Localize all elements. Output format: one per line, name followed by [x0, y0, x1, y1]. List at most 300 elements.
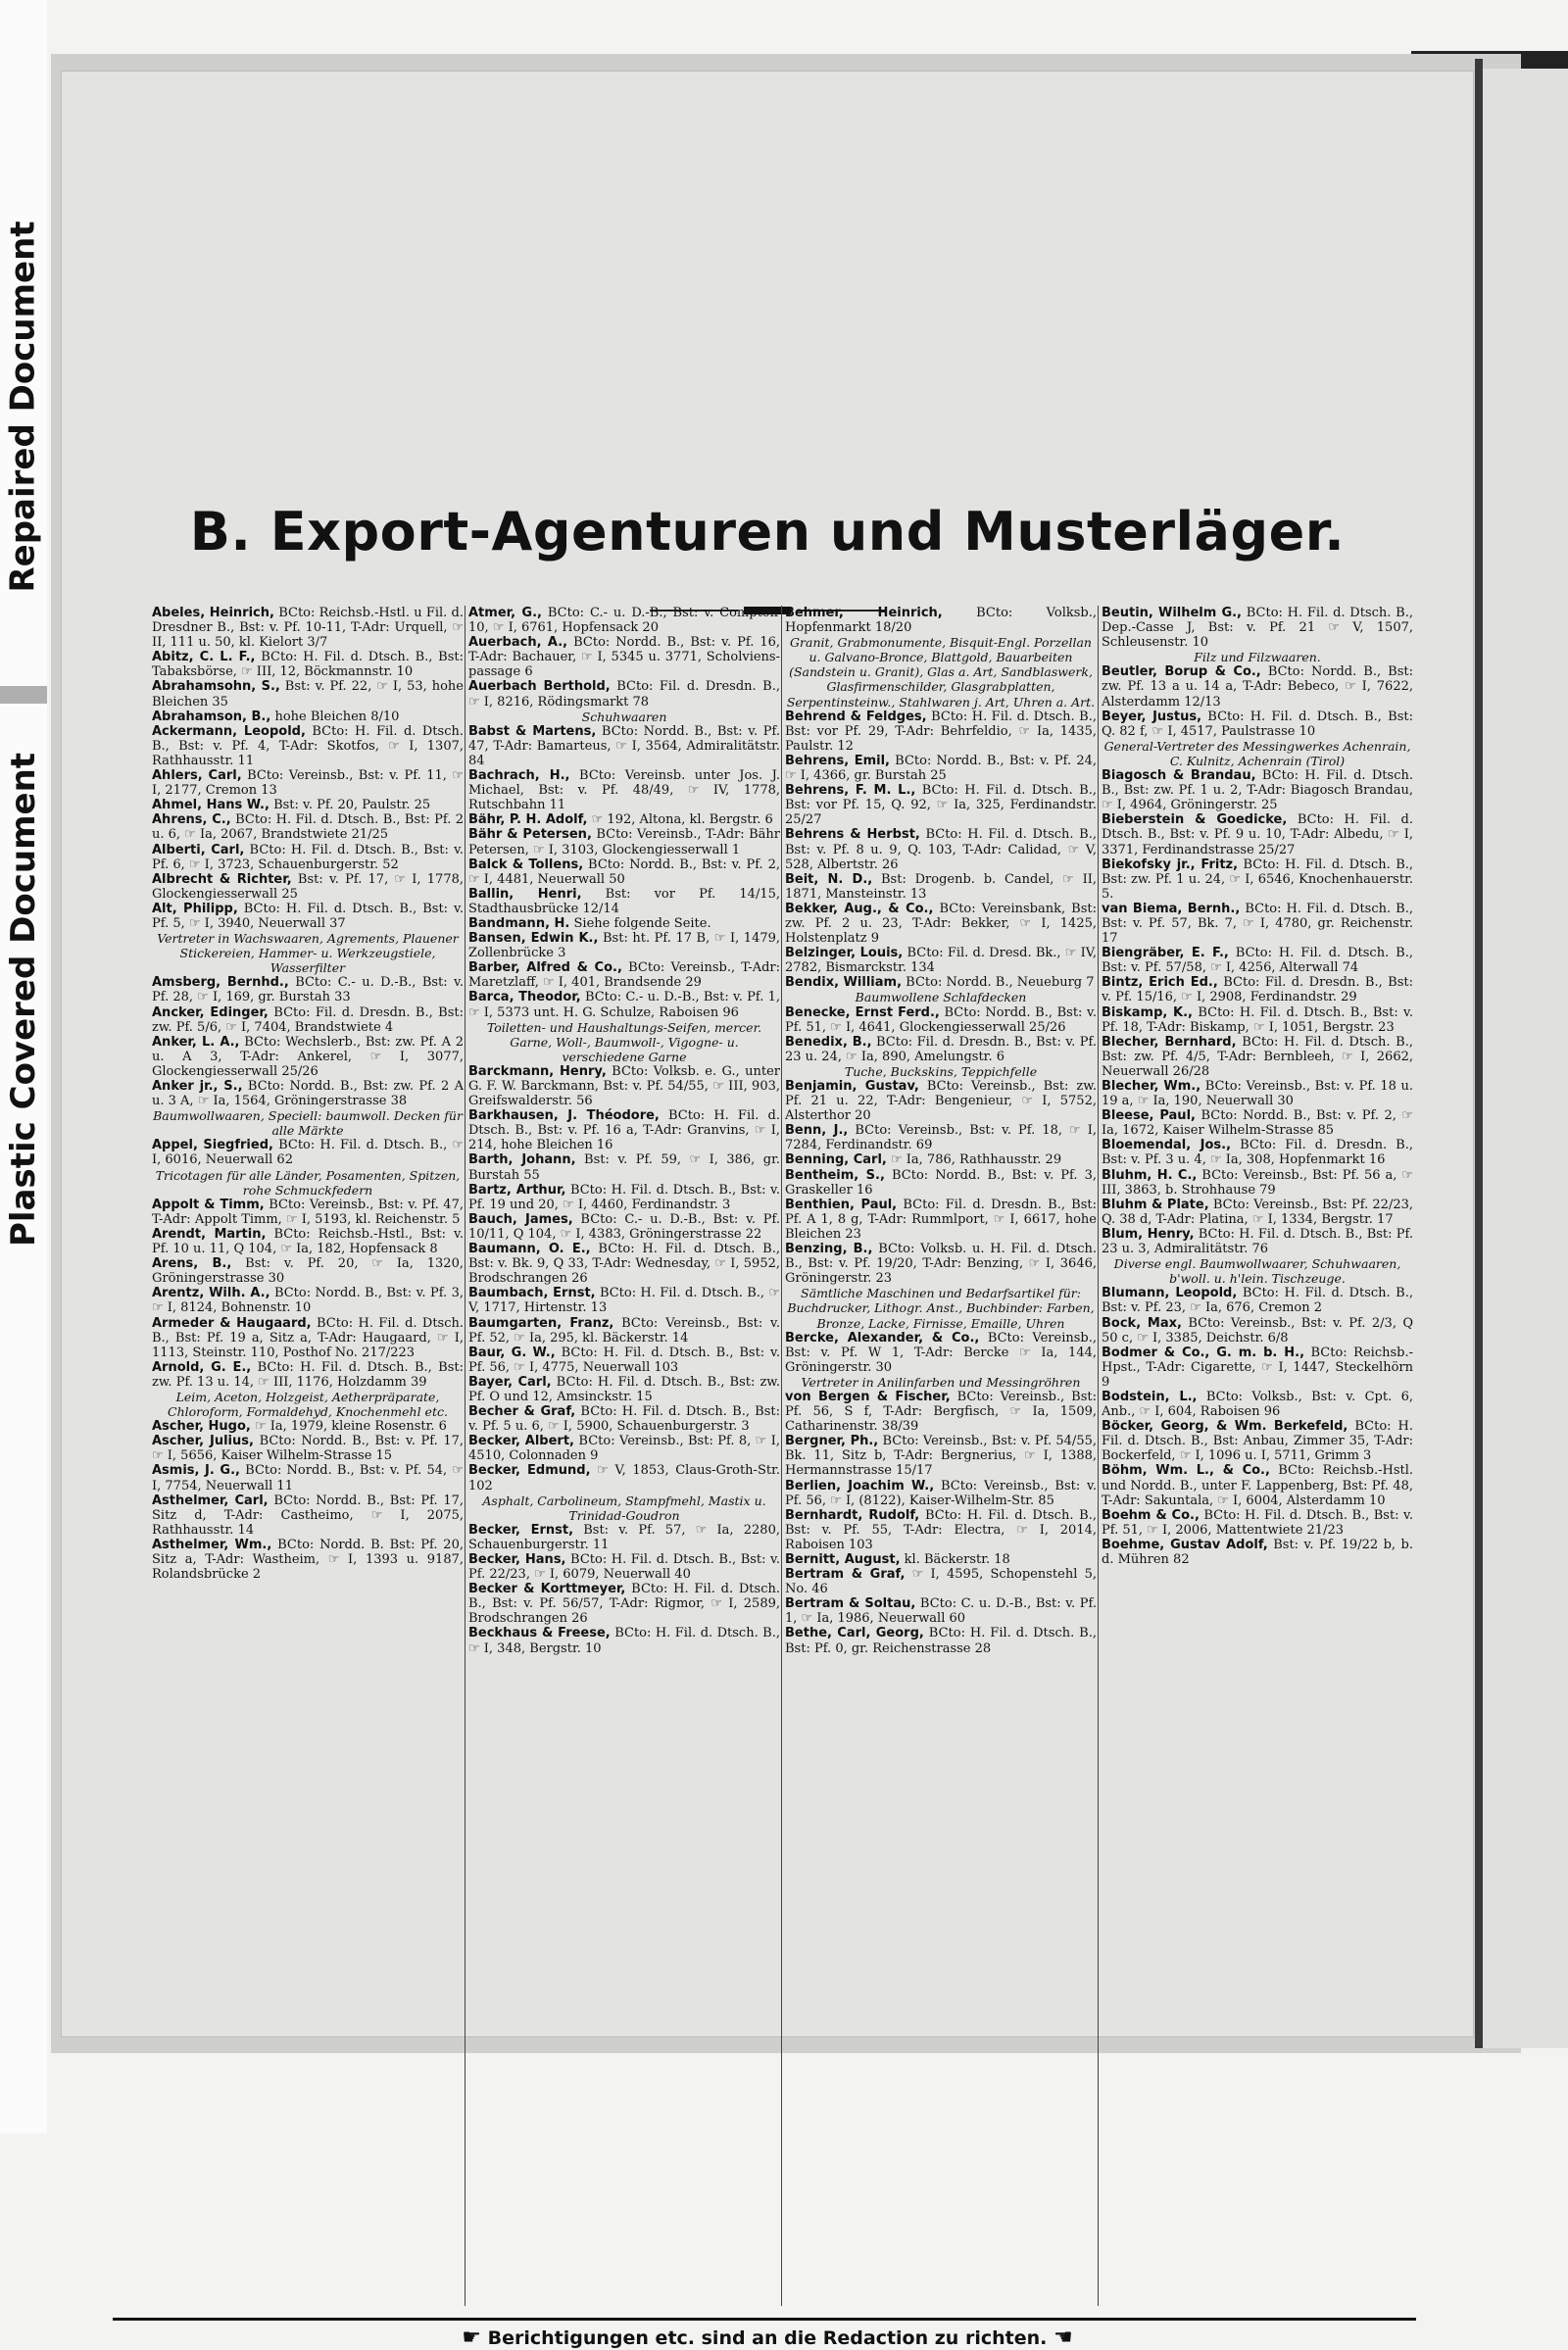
entry-details: BCto: H. Fil. d. Dtsch. B., Bst: v. Pf. 57/58, ☞ I, 4256, Alterwall 74	[1102, 946, 1413, 976]
entry-details: ☞ 192, Altona, kl. Bergstr. 6	[591, 812, 773, 828]
entry-details: BCto: H. Fil. d. Dtsch. B., Bst: Pf. 2 u. 6, ☞ Ia, 2067, Brandstwiete 21/25	[152, 812, 464, 843]
directory-entry	[152, 975, 464, 1004]
entry-name: Biengräber, E. F.,	[1102, 946, 1229, 961]
directory-entry	[785, 1168, 1097, 1198]
footer-note-text: Berichtigungen etc. sind an die Redaction zu richten.	[487, 2327, 1048, 2349]
directory-entry	[468, 916, 780, 931]
entry-name: Behrend & Feldges,	[785, 709, 927, 724]
directory-entry	[152, 768, 464, 798]
directory-entry	[1102, 1168, 1413, 1198]
directory-column-4	[1102, 606, 1413, 2311]
entry-name: Asthelmer, Carl,	[152, 1493, 269, 1508]
directory-entry	[468, 857, 780, 887]
directory-entry	[785, 754, 1097, 783]
entry-name: Beit, N. D.,	[785, 871, 873, 887]
directory-column-2	[468, 606, 780, 2311]
directory-entry	[152, 1227, 464, 1256]
directory-entry	[152, 1316, 464, 1360]
directory-entry	[1102, 1005, 1413, 1035]
entry-name: Arens, B.,	[152, 1256, 232, 1272]
entry-name: Bähr & Petersen,	[468, 827, 592, 843]
directory-column-3	[785, 606, 1097, 2311]
directory-entry	[1102, 606, 1413, 664]
entry-name: Baumgarten, Franz,	[468, 1315, 614, 1331]
entry-name: Barckmann, Henry,	[468, 1063, 607, 1079]
directory-entry	[1102, 1286, 1413, 1315]
entry-details: hohe Bleichen 8/10	[274, 709, 400, 724]
entry-details: BCto: Vereinsb., T-Adr: Bähr Petersen, ☞ I, 3103, Glockengiesserwall 1	[468, 827, 780, 857]
entry-details: BCto: Nordd. B., Neueburg 7	[906, 975, 1095, 991]
entry-product-note: Tricotagen für alle Länder, Posamenten, Spitzen, rohe Schmuckfedern	[155, 1167, 461, 1198]
entry-details: BCto: H. Fil. d. Dtsch. B., Bst: zw. Pf. 13 u. 14, ☞ III, 1176, Holzdamm 39	[152, 1359, 464, 1390]
entry-name: Behrens & Herbst,	[785, 827, 920, 843]
entry-details: ☞ Ia, 786, Rathhausstr. 29	[890, 1152, 1062, 1168]
entry-details: BCto: Fil. d. Dresdn. B., Bst: v. Pf. 23 u. 24, ☞ Ia, 890, Amelungstr. 6	[785, 1034, 1097, 1064]
entry-name: Ascher, Julius,	[152, 1434, 254, 1449]
entry-name: Becher & Graf,	[468, 1404, 576, 1420]
entry-product-note: Filz und Filzwaaren.	[1194, 650, 1321, 665]
entry-details: Bst: ht. Pf. 17 B, ☞ I, 1479, Zollenbrücke 3	[468, 931, 780, 961]
column-rule	[1098, 606, 1099, 2306]
entry-details: BCto: H. Fil. d. Dtsch. B., ☞ V, 1717, Hirtenstr. 13	[468, 1286, 780, 1316]
directory-entry	[468, 724, 780, 768]
directory-entry	[785, 975, 1097, 1004]
entry-name: Albrecht & Richter,	[152, 871, 292, 887]
directory-entry	[152, 1198, 464, 1227]
entry-details: BCto: H. Fil. d. Dtsch. B., Dep.-Casse J, Bst: v. Pf. 21 ☞ V, 1507, Schleusenstr. 10	[1102, 606, 1413, 651]
entry-details: BCto: H. Fil. d. Dtsch. B., Bst: v. Pf. 55, T-Adr: Electra, ☞ I, 2014, Raboisen 103	[785, 1507, 1097, 1552]
entry-name: Bernhardt, Rudolf,	[785, 1507, 920, 1523]
entry-name: Behrens, Emil,	[785, 753, 890, 768]
entry-details: BCto: H. Fil. d. Dtsch. B., Bst: v. Pf. 57, Bk. 7, ☞ I, 4780, gr. Reichenstr. 17	[1102, 901, 1413, 947]
directory-entry	[785, 710, 1097, 754]
directory-entry	[1102, 1227, 1413, 1286]
footer-note	[62, 2326, 1473, 2350]
entry-details: BCto: Vereinsbank, Bst: zw. Pf. 2 u. 23, T-Adr: Bekker, ☞ I, 1425, Holstenplatz 9	[785, 901, 1097, 947]
directory-entry	[785, 783, 1097, 827]
entry-name: Arentz, Wilh. A.,	[152, 1286, 270, 1301]
entry-name: Bintz, Erich Ed.,	[1102, 975, 1218, 991]
entry-details: BCto: H. Fil. d. Dtsch. B., Bst: zw. Pf. 4/5, T-Adr: Bernbleeh, ☞ I, 2662, Neuerwall 26/28	[1102, 1034, 1413, 1079]
directory-entry	[1102, 1138, 1413, 1167]
entry-details: BCto: Nordd. B. Bst: Pf. 20, Sitz a, T-Adr: Wastheim, ☞ I, 1393 u. 9187, Rolandsbrücke 2	[152, 1537, 464, 1583]
directory-entry	[785, 1123, 1097, 1152]
entry-name: Boehm & Co.,	[1102, 1507, 1200, 1523]
entry-details: BCto: H. Fil. d. Dtsch. B., Bst: zw. Pf. 1 u. 2, T-Adr: Biagosch Brandau, ☞ I, 4964, Gröningerstr. 25	[1102, 768, 1413, 813]
entry-name: Biagosch & Brandau,	[1102, 768, 1256, 784]
entry-details: BCto: H. Fil. d. Dtsch. B., Bst: v. Pf. 9 u. 10, T-Adr: Albedu, ☞ I, 3371, Ferdinandstrasse 25/27	[1102, 812, 1413, 857]
entry-product-note: Schuhwaaren	[581, 709, 667, 724]
entry-details: ☞ I, 4595, Schopenstehl 5, No. 46	[785, 1567, 1097, 1597]
entry-name: Baumbach, Ernst,	[468, 1286, 596, 1301]
entry-details: BCto: H. Fil. d. Dtsch. B., Bst: Pf. 23 u. 3, Admiralitätstr. 76	[1102, 1226, 1413, 1257]
entry-name: Beyer, Justus,	[1102, 709, 1202, 724]
entry-name: Amsberg, Bernhd.,	[152, 975, 289, 991]
entry-details: BCto: Nordd. B., Bst: v. Pf. 3, ☞ I, 8124, Bohnenstr. 10	[152, 1286, 464, 1316]
directory-entry	[1102, 664, 1413, 709]
entry-product-note: Vertreter in Wachswaaren, Agrements, Plauener Stickereien, Hammer- u. Werkzeugstiele, Wasserfilter	[157, 931, 459, 976]
entry-name: Benzing, B.,	[785, 1242, 873, 1257]
entry-name: Alt, Philipp,	[152, 901, 238, 916]
entry-product-note: Sämtliche Maschinen und Bedarfsartikel für: Buchdrucker, Lithogr. Anst., Buchbinder: Farben, Bronze, Lacke, Firnisse, Emaille, Uhren	[787, 1286, 1095, 1331]
entry-details: BCto: Vereinsb., Bst: Pf. 56, S f, T-Adr: Bergfisch, ☞ Ia, 1509, Catharinenstr. 38/39	[785, 1389, 1097, 1435]
entry-details: BCto: H. Fil. d. Dtsch. B., Bst: Tabaksbörse, ☞ III, 12, Böckmannstr. 10	[152, 650, 464, 680]
directory-entry	[785, 1035, 1097, 1079]
directory-entry	[1102, 768, 1413, 812]
directory-entry	[468, 1183, 780, 1212]
entry-details: BCto: C.- u. D.-B., Bst: v. Pf. 28, ☞ I, 169, gr. Burstah 33	[152, 975, 464, 1005]
entry-details: BCto: Fil. d. Dresdn. B., ☞ I, 8216, Rödingsmarkt 78	[468, 679, 780, 710]
entry-name: Barth, Johann,	[468, 1152, 576, 1168]
directory-entry	[152, 872, 464, 902]
directory-entry	[468, 1286, 780, 1315]
entry-name: Bock, Max,	[1102, 1315, 1182, 1331]
directory-entry	[785, 1005, 1097, 1035]
entry-details: BCto: Nordd. B., Bst: v. Pf. 54, ☞ I, 7754, Neuerwall 11	[152, 1463, 464, 1493]
directory-entry	[152, 902, 464, 975]
entry-name: Behrens, F. M. L.,	[785, 783, 916, 799]
directory-entry	[468, 635, 780, 679]
entry-name: Biskamp, K.,	[1102, 1004, 1193, 1020]
entry-details: BCto: H. Fil. d. Dtsch. B., Bst: v. Pf. 51, ☞ I, 2006, Mattentwiete 21/23	[1102, 1507, 1413, 1538]
entry-details: BCto: Nordd. B., Bst: v. Pf. 51, ☞ I, 4641, Glockengiesserwall 25/26	[785, 1004, 1097, 1035]
side-label-plastic	[0, 725, 47, 1274]
directory-entry	[468, 1552, 780, 1582]
entry-details: BCto: Vereinsb., T-Adr: Maretzlaff, ☞ I, 401, Brandsende 29	[468, 960, 780, 991]
entry-name: Benedix, B.,	[785, 1034, 872, 1050]
directory-entry	[468, 827, 780, 857]
entry-name: Bernitt, August,	[785, 1552, 901, 1567]
directory-entry	[152, 1035, 464, 1079]
entry-name: Barkhausen, J. Théodore,	[468, 1108, 660, 1124]
entry-name: Asthelmer, Wm.,	[152, 1537, 272, 1552]
entry-name: Bloemendal, Jos.,	[1102, 1138, 1232, 1153]
directory-columns	[152, 606, 1449, 2316]
directory-entry	[152, 724, 464, 768]
entry-name: van Biema, Bernh.,	[1102, 901, 1241, 916]
page-right-edge	[1475, 59, 1483, 2048]
entry-details: BCto: Nordd. B., Bst: v. Pf. 24, ☞ I, 4366, gr. Burstah 25	[785, 753, 1097, 784]
entry-name: Abeles, Heinrich,	[152, 606, 274, 620]
entry-details: Bst: v. Pf. 19/22 b, b. d. Mühren 82	[1102, 1537, 1413, 1567]
entry-name: Ackermann, Leopold,	[152, 723, 306, 739]
entry-details: BCto: Vereinsb., Bst: v. Pf. 54/55, Bk. 11, Sitz b, T-Adr: Bergnerius, ☞ I, 1388, Hermannstrasse 15/17	[785, 1434, 1097, 1479]
directory-entry	[785, 1079, 1097, 1123]
directory-entry	[1102, 1346, 1413, 1390]
entry-product-note: General-Vertreter des Messingwerkes Achenrain, C. Kulnitz, Achenrain (Tirol)	[1103, 738, 1411, 768]
directory-entry	[785, 606, 1097, 710]
entry-name: Bertram & Soltau,	[785, 1596, 916, 1612]
entry-product-note: Baumwollene Schlafdecken	[855, 990, 1027, 1005]
directory-entry	[152, 1079, 464, 1138]
entry-details: BCto: Nordd. B., Bst: v. Pf. 47, T-Adr: Bamarteus, ☞ I, 3564, Admiralitätstr. 84	[468, 723, 780, 768]
pointing-hand-right-icon: ☚	[1053, 2326, 1073, 2350]
side-label-plastic-text: Plastic Covered Document	[4, 752, 44, 1248]
directory-entry	[1102, 902, 1413, 946]
entry-details: BCto: H. Fil. d. Dtsch. B., Bst: Q. 82 f, ☞ I, 4517, Paulstrasse 10	[1102, 709, 1413, 739]
side-label-repaired	[0, 147, 47, 666]
entry-details: BCto: Reichsb.-Hpst., T-Adr: Cigarette, ☞ I, 1447, Steckelhörn 9	[1102, 1345, 1413, 1390]
directory-entry	[1102, 946, 1413, 975]
entry-name: Böhm, Wm. L., & Co.,	[1102, 1463, 1270, 1479]
directory-entry	[152, 1463, 464, 1493]
entry-name: Armeder & Haugaard,	[152, 1315, 312, 1331]
directory-entry	[152, 606, 464, 650]
entry-details: BCto: Vereinsb., Bst: v. Pf. 47, T-Adr: Appolt Timm, ☞ I, 5193, kl. Reichenstr. 5	[152, 1197, 464, 1227]
entry-details: BCto: Volksb. u. H. Fil. d. Dtsch. B., Bst: v. Pf. 19/20, T-Adr: Benzing, ☞ I, 3646, Gröningerstr. 23	[785, 1242, 1097, 1287]
directory-entry	[468, 960, 780, 990]
entry-details: BCto: Nordd. B., Bst: v. Pf. 2, ☞ Ia, 1672, Kaiser Wilhelm-Strasse 85	[1102, 1108, 1413, 1139]
entry-name: Bleese, Paul,	[1102, 1108, 1196, 1124]
entry-details: BCto: H. Fil. d. Dtsch. B., Bst: v. Pf. 5 u. 6, ☞ I, 5900, Schauenburgerstr. 3	[468, 1404, 780, 1435]
directory-entry	[1102, 710, 1413, 768]
directory-entry	[785, 1242, 1097, 1331]
entry-name: Alberti, Carl,	[152, 842, 245, 857]
entry-details: BCto: Reichsb.-Hstl. und Nordd. B., unter F. Lappenberg, Bst: Pf. 48, T-Adr: Sakuntala, ☞ I, 6004, Alsterdamm 10	[1102, 1463, 1413, 1508]
entry-name: Behmer, Heinrich,	[785, 606, 943, 620]
entry-name: Beckhaus & Freese,	[468, 1626, 611, 1641]
entry-product-note: Baumwollwaaren, Speciell: baumwoll. Decken für alle Märkte	[153, 1108, 463, 1139]
entry-details: BCto: Vereinsb., Bst: v. Pf. 2/3, Q 50 c, ☞ I, 3385, Deichstr. 6/8	[1102, 1315, 1413, 1346]
directory-entry	[1102, 1198, 1413, 1227]
page-title: B. Export-Agenturen und Musterläger.	[189, 501, 1346, 563]
entry-name: Bandmann, H.	[468, 915, 570, 931]
entry-details: Bst: vor Pf. 14/15, Stadthausbrücke 12/14	[468, 886, 780, 916]
directory-entry	[152, 679, 464, 709]
directory-entry	[1102, 1035, 1413, 1079]
directory-entry	[152, 1419, 464, 1434]
directory-entry	[468, 1523, 780, 1552]
entry-details: BCto: H. Fil. d. Dtsch. B., Bst: v. Pf. 8 u. 9, Q. 103, T-Adr: Calidad, ☞ V, 528, Albertstr. 26	[785, 827, 1097, 872]
entry-details: BCto: Vereinsb., Bst: v. Pf. 56, ☞ I, (8122), Kaiser-Wilhelm-Str. 85	[785, 1478, 1097, 1508]
entry-name: Blum, Henry,	[1102, 1226, 1195, 1242]
entry-name: Bercke, Alexander, & Co.,	[785, 1330, 980, 1346]
directory-entry	[468, 1404, 780, 1434]
entry-name: Arendt, Martin,	[152, 1226, 267, 1242]
entry-name: Ahlers, Carl,	[152, 768, 242, 784]
entry-product-note: Vertreter in Anilinfarben und Messingröhren	[801, 1374, 1081, 1390]
entry-details: BCto: Vereinsb., Bst: Pf. 22/23, Q. 38 d, T-Adr: Platina, ☞ I, 1334, Bergstr. 17	[1102, 1197, 1413, 1227]
entry-details: BCto: C.- u. D.-B., Bst: v. Pf. 10/11, Q 104, ☞ I, 4383, Gröningerstrasse 22	[468, 1211, 780, 1242]
directory-entry	[785, 1331, 1097, 1390]
directory-entry	[152, 1286, 464, 1315]
entry-details: BCto: H. Fil. d. Dtsch. B., ☞ I, 6016, Neuerwall 62	[152, 1138, 464, 1168]
entry-name: Bertram & Graf,	[785, 1567, 906, 1583]
directory-entry	[1102, 857, 1413, 902]
entry-details: BCto: H. Fil. d. Dtsch. B., ☞ I, 348, Bergstr. 10	[468, 1626, 780, 1656]
entry-details: BCto: H. Fil. d. Dtsch. B., Bst: v. Pf. 18, T-Adr: Biskamp, ☞ I, 1051, Bergstr. 23	[1102, 1004, 1413, 1035]
directory-entry	[785, 827, 1097, 871]
directory-entry	[152, 812, 464, 842]
directory-entry	[152, 650, 464, 679]
entry-name: Becker, Albert,	[468, 1434, 574, 1449]
directory-entry	[468, 768, 780, 812]
directory-entry	[468, 1316, 780, 1346]
directory-entry	[468, 1463, 780, 1522]
entry-details: BCto: H. Fil. d. Dtsch. B., Bst: Anbau, Zimmer 35, T-Adr: Bockerfeld, ☞ I, 1096 u. I, 5711, Grimm 3	[1102, 1419, 1413, 1464]
directory-entry	[1102, 1108, 1413, 1138]
entry-details: BCto: Nordd. B., Bst: v. Pf. 3, Graskeller 16	[785, 1167, 1097, 1198]
directory-entry	[468, 1582, 780, 1626]
entry-details: BCto: Vereinsb., Bst: v. Pf. 18, ☞ I, 7284, Ferdinandstr. 69	[785, 1123, 1097, 1153]
entry-name: Bethe, Carl, Georg,	[785, 1626, 924, 1641]
directory-entry	[785, 1434, 1097, 1478]
entry-name: Biekofsky jr., Fritz,	[1102, 857, 1239, 872]
entry-name: Bluhm, H. C.,	[1102, 1167, 1198, 1183]
entry-name: Belzinger, Louis,	[785, 946, 904, 961]
column-rule	[465, 606, 466, 2306]
directory-entry	[468, 1626, 780, 1655]
entry-name: Bergner, Ph.,	[785, 1434, 879, 1449]
directory-entry	[785, 872, 1097, 902]
directory-entry	[468, 1346, 780, 1375]
entry-name: Böcker, Georg, & Wm. Berkefeld,	[1102, 1419, 1348, 1435]
directory-entry	[785, 902, 1097, 946]
directory-entry	[785, 1152, 1097, 1167]
entry-name: Bachrach, H.,	[468, 768, 570, 784]
entry-details: BCto: Vereinsb., Bst: v. Pf. 18 u. 19 a, ☞ Ia, 190, Neuerwall 30	[1102, 1079, 1413, 1109]
entry-details: BCto: H. Fil. d. Dtsch. B., Bst: vor Pf. 15, Q. 92, ☞ Ia, 325, Ferdinandstr. 25/27	[785, 783, 1097, 828]
directory-entry	[785, 946, 1097, 975]
entry-details: BCto: Vereinsb. unter Jos. J. Michael, Bst: v. Pf. 48/49, ☞ IV, 1778, Rutschbahn 11	[468, 768, 780, 813]
directory-entry	[785, 1198, 1097, 1242]
entry-details: BCto: Fil. d. Dresdn. B., Bst: v. Pf. 15/16, ☞ I, 2908, Ferdinandstr. 29	[1102, 975, 1413, 1005]
entry-details: kl. Bäckerstr. 18	[904, 1552, 1010, 1567]
entry-details: BCto: Fil. d. Dresd. Bk., ☞ IV, 2782, Bismarckstr. 134	[785, 946, 1097, 976]
entry-name: von Bergen & Fischer,	[785, 1389, 951, 1404]
directory-entry	[1102, 1316, 1413, 1346]
directory-entry	[152, 1256, 464, 1286]
entry-name: Appel, Siegfried,	[152, 1138, 273, 1153]
directory-entry	[1102, 1508, 1413, 1538]
directory-entry	[152, 1434, 464, 1463]
entry-details: BCto: Nordd. B., Bst: Pf. 17, Sitz d, T-Adr: Castheimo, ☞ I, 2075, Rathhausstr. 14	[152, 1493, 464, 1538]
entry-name: Abrahamson, B.,	[152, 709, 271, 724]
entry-details: BCto: Nordd. B., Bst: v. Pf. 2, ☞ I, 4481, Neuerwall 50	[468, 857, 780, 887]
document-page	[61, 71, 1474, 2350]
directory-entry	[152, 798, 464, 812]
entry-name: Arnold, G. E.,	[152, 1359, 252, 1375]
directory-column-1	[152, 606, 464, 2311]
directory-entry	[152, 1005, 464, 1035]
entry-product-note: Diverse engl. Baumwollwaarer, Schuhwaaren, b'woll. u. h'lein. Tischzeuge.	[1113, 1256, 1401, 1287]
entry-details: BCto: Volksb., Bst: v. Cpt. 6, Anb., ☞ I, 604, Raboisen 96	[1102, 1389, 1413, 1420]
entry-details: BCto: C.- u. D.-B., Bst: v. Comptoir 10, ☞ I, 6761, Hopfensack 20	[468, 606, 780, 636]
entry-name: Benjamin, Gustav,	[785, 1079, 919, 1094]
directory-entry	[152, 1138, 464, 1197]
entry-details: ☞ Ia, 1979, kleine Rosenstr. 6	[255, 1419, 447, 1435]
entry-name: Ancker, Edinger,	[152, 1004, 269, 1020]
entry-name: Abitz, C. L. F.,	[152, 650, 256, 665]
directory-entry	[152, 1493, 464, 1538]
entry-name: Abrahamsohn, S.,	[152, 679, 280, 695]
entry-name: Ballin, Henri,	[468, 886, 582, 902]
entry-details: Bst: v. Pf. 20, Paulstr. 25	[273, 798, 431, 813]
entry-name: Bluhm & Plate,	[1102, 1197, 1209, 1212]
directory-entry	[1102, 975, 1413, 1004]
entry-details: BCto: Reichsb.-Hstl. u Fil. d. Dresdner B., Bst: v. Pf. 10-11, T-Adr: Urquell, ☞ II, 111 u. 50, kl. Kielort 3/7	[152, 606, 464, 651]
entry-details: BCto: Vereinsb., Bst: zw. Pf. 21 u. 22, T-Adr: Bengenieur, ☞ I, 5752, Alsterthor 20	[785, 1079, 1097, 1124]
entry-name: Barca, Theodor,	[468, 990, 581, 1005]
directory-entry	[468, 1375, 780, 1404]
directory-entry	[785, 1596, 1097, 1626]
entry-name: Bendix, William,	[785, 975, 903, 991]
entry-name: Benthien, Paul,	[785, 1197, 898, 1212]
directory-entry	[1102, 1390, 1413, 1419]
entry-details: BCto: C. u. D.-B., Bst: v. Pf. 1, ☞ Ia, 1986, Neuerwall 60	[785, 1596, 1097, 1627]
entry-name: Benn, J.,	[785, 1123, 849, 1139]
entry-name: Benecke, Ernst Ferd.,	[785, 1004, 940, 1020]
entry-name: Becker, Hans,	[468, 1552, 566, 1567]
entry-name: Bansen, Edwin K.,	[468, 931, 599, 947]
side-label-repaired-text: Repaired Document	[4, 220, 44, 593]
entry-details: BCto: H. Fil. d. Dtsch. B., Bst: v. Pf. 6, ☞ I, 3723, Schauenburgerstr. 52	[152, 842, 464, 872]
entry-details: BCto: H. Fil. d. Dtsch. B., Bst: v. Bk. 9, Q 33, T-Adr: Wednesday, ☞ I, 5952, Brodschrangen 26	[468, 1242, 780, 1287]
directory-entry	[468, 679, 780, 723]
entry-details: BCto: H. Fil. d. Dtsch. B., Bst: Pf. 0, gr. Reichenstrasse 28	[785, 1626, 1097, 1656]
entry-details: Siehe folgende Seite.	[573, 915, 711, 931]
entry-details: BCto: Vereinsb., Bst: Pf. 8, ☞ I, 4510, Colonnaden 9	[468, 1434, 780, 1464]
entry-product-note: Tuche, Buckskins, Teppichfelle	[844, 1063, 1038, 1079]
directory-entry	[785, 1552, 1097, 1567]
directory-entry	[468, 931, 780, 960]
directory-entry	[468, 1152, 780, 1182]
entry-details: Bst: v. Pf. 57, ☞ Ia, 2280, Schauenburgerstr. 11	[468, 1522, 780, 1552]
directory-entry	[152, 1360, 464, 1419]
entry-name: Becker & Korttmeyer,	[468, 1582, 626, 1597]
entry-details: BCto: Nordd. B., Bst: zw. Pf. 2 A u. 3 A, ☞ Ia, 1564, Gröningerstrasse 38	[152, 1079, 464, 1109]
directory-entry	[152, 710, 464, 724]
entry-name: Bentheim, S.,	[785, 1167, 885, 1183]
directory-entry	[1102, 1419, 1413, 1463]
entry-name: Atmer, G.,	[468, 606, 542, 620]
column-rule	[781, 606, 782, 2306]
entry-name: Appolt & Timm,	[152, 1197, 265, 1212]
entry-name: Anker jr., S.,	[152, 1079, 243, 1094]
entry-name: Bieberstein & Goedicke,	[1102, 812, 1288, 828]
entry-details: BCto: Volksb. e. G., unter G. F. W. Barckmann, Bst: v. Pf. 54/55, ☞ III, 903, Greifswalderstr. 56	[468, 1063, 780, 1109]
entry-product-note: Asphalt, Carbolineum, Stampfmehl, Mastix u. Trinidad-Goudron	[482, 1493, 766, 1523]
entry-product-note: Toiletten- und Haushaltungs-Seifen, mercer. Garne, Woll-, Baumwoll-, Vigogne- u. verschiedene Garne	[486, 1019, 762, 1064]
entry-details: BCto: Fil. d. Dresdn. B., Bst: zw. Pf. 5/6, ☞ I, 7404, Brandstwiete 4	[152, 1004, 464, 1035]
entry-details: BCto: Fil. d. Dresdn. B., Bst: Pf. A 1, 8 g, T-Adr: Rummlport, ☞ I, 6617, hohe Bleichen 23	[785, 1197, 1097, 1242]
directory-entry	[468, 1434, 780, 1463]
entry-details: BCto: H. Fil. d. Dtsch. B., Bst: vor Pf. 29, T-Adr: Behrfeldio, ☞ Ia, 1435, Paulstr. 12	[785, 709, 1097, 754]
entry-details: BCto: H. Fil. d. Dtsch. B., Bst: zw. Pf. 1 u. 24, ☞ I, 6546, Knochenhauerstr. 5.	[1102, 857, 1413, 902]
entry-product-note: Granit, Grabmonumente, Bisquit-Engl. Porzellan u. Galvano-Bronce, Blattgold, Bauarbeiten (Sandstein u. Granit), Glas a. Art, Sandblaswerk, Glasfirmenschilder, Glasgrabplatten, Serpentinsteinw., Stahlwaren j. Art, Uhren a. Art.	[786, 635, 1096, 710]
entry-name: Ahmel, Hans W.,	[152, 798, 270, 813]
directory-entry	[152, 1538, 464, 1582]
entry-details: BCto: Volksb., Hopfenmarkt 18/20	[785, 606, 1097, 636]
entry-name: Bodstein, L.,	[1102, 1389, 1198, 1404]
entry-name: Blecher, Bernhard,	[1102, 1034, 1237, 1050]
directory-entry	[785, 1508, 1097, 1552]
directory-entry	[468, 1242, 780, 1286]
entry-name: Bähr, P. H. Adolf,	[468, 812, 588, 828]
directory-entry	[468, 887, 780, 916]
entry-name: Berlien, Joachim W.,	[785, 1478, 935, 1493]
side-divider	[0, 686, 47, 704]
entry-details: BCto: C.- u. D.-B., Bst: v. Pf. 1, ☞ I, 5373 unt. H. G. Schulze, Raboisen 96	[468, 990, 780, 1020]
entry-name: Boehme, Gustav Adolf,	[1102, 1537, 1268, 1552]
entry-details: ☞ V, 1853, Claus-Groth-Str. 102	[468, 1463, 780, 1493]
entry-details: BCto: Vereinsb., Bst: v. Pf. 52, ☞ Ia, 295, kl. Bäckerstr. 14	[468, 1315, 780, 1346]
directory-entry	[785, 1626, 1097, 1655]
entry-product-note: Leim, Aceton, Holzgeist, Aetherpräparate, Chloroform, Formaldehyd, Knochenmehl etc.	[168, 1389, 448, 1420]
entry-name: Benning, Carl,	[785, 1152, 887, 1168]
entry-details: Bst: v. Pf. 22, ☞ I, 53, hohe Bleichen 35	[152, 679, 464, 710]
directory-entry	[468, 1064, 780, 1108]
